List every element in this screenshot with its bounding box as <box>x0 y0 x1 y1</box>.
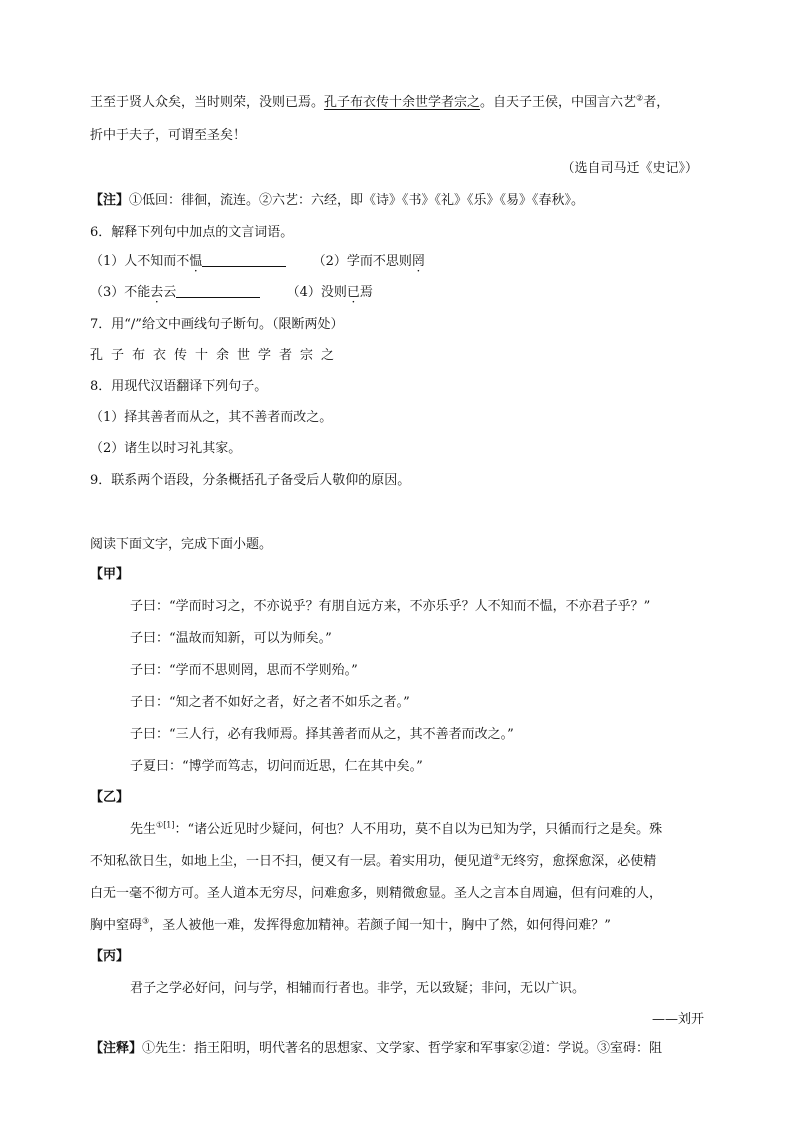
passage-text: 不知私欲日生，如地上尘，一日不扫，便又有一层。着实用功，便见道 <box>90 854 494 869</box>
reading-intro: 阅读下面文字，完成下面小题。 <box>90 537 273 552</box>
footnote-marker: ③ <box>142 916 150 926</box>
passage-line-2: 折中于夫子，可谓至圣矣！ <box>90 128 247 143</box>
dotted-word: 罔 <box>411 254 425 269</box>
passage-text: 者， <box>643 95 670 110</box>
question-7-sentence: 孔子布衣传十余世学者宗之 <box>90 348 343 363</box>
yi-line-4 <box>90 917 611 935</box>
question-text: （3）不能 <box>90 285 151 300</box>
note-label: 【注】 <box>90 193 130 208</box>
note-text: ①低回：徘徊，流连。②六艺：六经，即《诗》《书》《礼》《乐》《易》《春秋》。 <box>129 193 585 208</box>
passage-text: ：“诸公近见时少疑问，何也？人不用功，莫不自以为已知为学，只循而行之是矣。殊 <box>174 822 663 837</box>
question-text: （1）人不知而不 <box>90 254 190 269</box>
source-citation: （选自司马迁《史记》） <box>561 161 698 176</box>
footnote-marker: ② <box>636 93 644 103</box>
yi-line-2 <box>90 853 656 871</box>
passage-text: 王至于贤人众矣，当时则荣，没则已焉。 <box>90 95 325 110</box>
question-8: 8．用现代汉语翻译下列句子。 <box>90 379 268 394</box>
answer-blank[interactable] <box>202 254 286 267</box>
question-7: 7．用“/”给文中画线句子断句。（限断两处） <box>90 317 344 332</box>
jia-line: 子曰：“学而不思则罔，思而不学则殆。” <box>130 663 358 678</box>
dotted-word: 去 <box>150 285 164 300</box>
question-text: （2）学而不思则 <box>312 254 412 269</box>
passage-text: ，圣人被他一难，发挥得愈加精神。若颜子闻一知十，胸中了然，如何得问难？” <box>149 918 611 933</box>
passage-text: 。自天子王侯，中国言六艺 <box>480 95 637 110</box>
section-label-jia: 【甲】 <box>90 567 130 582</box>
note-line <box>90 192 584 210</box>
annotation-line <box>90 1040 662 1058</box>
question-text: 云 <box>163 285 177 300</box>
question-8-item-1: （1）择其善者而从之，其不善者而改之。 <box>90 410 333 425</box>
bing-line: 君子之学必好问，问与学，相辅而行者也。非学，无以致疑；非问，无以广识。 <box>130 981 586 996</box>
question-text: （4）没则 <box>286 285 347 300</box>
annotation-text: ①先生：指王阳明，明代著名的思想家、文学家、哲学家和军事家②道：学说。③室碍：阻 <box>142 1041 663 1056</box>
jia-line: 子日：“知之者不如好之者，好之者不如乐之者。” <box>130 695 410 710</box>
question-text: 焉 <box>359 285 373 300</box>
bing-source: ——刘开 <box>651 1012 704 1027</box>
question-6-row-1 <box>90 253 425 271</box>
question-8-item-2: （2）诸生以时习礼其家。 <box>90 441 242 456</box>
passage-text: 胸中窒碍 <box>90 918 143 933</box>
section-label-bing: 【丙】 <box>90 949 130 964</box>
footnote-marker: ①[1] <box>156 820 175 830</box>
annotation-label: 【注释】 <box>90 1041 143 1056</box>
answer-blank[interactable] <box>176 285 260 298</box>
yi-line-3: 白无一毫不彻方可。圣人道本无穷尽，问难愈多，则精微愈显。圣人之言本自周遍，但有问难的人， <box>90 886 663 901</box>
dotted-word: 愠 <box>189 254 203 269</box>
question-6-row-2 <box>90 284 373 302</box>
question-9: 9．联系两个语段，分条概括孔子备受后人敬仰的原因。 <box>90 473 411 488</box>
question-6: 6．解释下列句中加点的文言词语。 <box>90 225 294 240</box>
passage-text: 无终穷，愈探愈深，必使精 <box>500 854 657 869</box>
section-label-yi: 【乙】 <box>90 790 130 805</box>
jia-line: 子夏曰：“博学而笃志，切问而近思，仁在其中矣。” <box>130 759 423 774</box>
yi-line-1 <box>130 821 662 839</box>
jia-line: 子曰：“三人行，必有我师焉。择其善者而从之，其不善者而改之。” <box>130 727 514 742</box>
dotted-word: 已 <box>346 285 360 300</box>
passage-line-1 <box>90 94 669 112</box>
jia-line: 子曰：“学而时习之，不亦说乎？有朋自远方来，不亦乐乎？人不知而不愠，不亦君子乎？” <box>130 599 651 614</box>
underlined-sentence: 孔子布衣传十余世学者宗之 <box>324 95 481 110</box>
passage-text: 先生 <box>130 822 157 837</box>
jia-line: 子曰：“温故而知新，可以为师矣。” <box>130 631 332 646</box>
footnote-marker: ② <box>493 852 501 862</box>
